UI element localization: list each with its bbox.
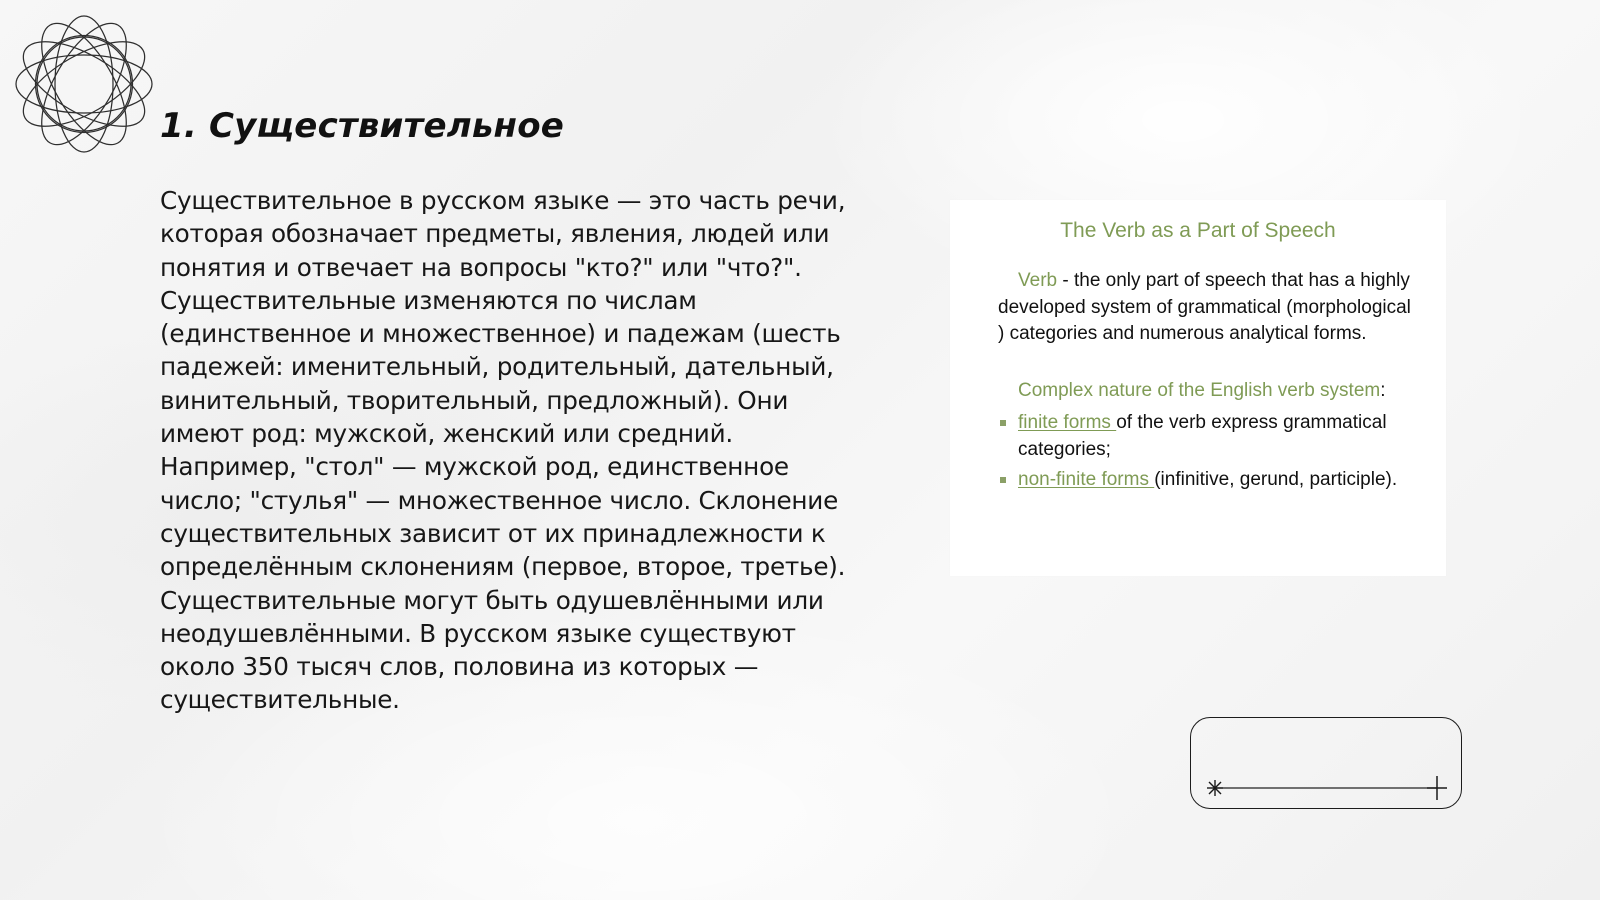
slide-title: 1. Существительное xyxy=(160,106,565,146)
verb-forms-list xyxy=(1000,410,1430,498)
plus-star-icon xyxy=(1427,776,1447,800)
complex-heading-text: Complex nature of the English verb system xyxy=(1018,380,1381,401)
verb-definition xyxy=(998,268,1418,348)
definition-term: Verb xyxy=(1018,270,1058,291)
complex-heading-colon: : xyxy=(1380,380,1386,401)
verb-card xyxy=(950,200,1446,576)
finite-forms-link[interactable]: finite forms xyxy=(1018,412,1117,433)
decorative-rounded-frame xyxy=(1190,717,1462,809)
sparkle-icon xyxy=(1207,780,1223,796)
list-item-non-finite-forms xyxy=(1000,467,1430,494)
orbital-rings-icon xyxy=(10,10,158,158)
complex-nature-heading xyxy=(1018,378,1386,404)
noun-description: Существительное в русском языке — это часть речи, которая обозначает предметы, явления, людей или понятия и отвечает на вопросы "кто?" или "что?". Существительные изменяются по числам (единственное и множественное) и падежам (шесть падежей: именительный, родительный, дательный, винительный, творительный, предложный). Они имеют род: мужской, женский или средний. Например, "стол" — мужской род, единственное число; "стулья" — множественное число. Склонение существительных зависит от их принадлежности к определённым склонениям (первое, второе, третье). Существительные могут быть одушевлёнными или неодушевлёнными. В русском языке существуют около 350 тысяч слов, половина из которых — существительные. xyxy=(160,186,846,715)
decorative-line xyxy=(1191,718,1463,810)
definition-text: - the only part of speech that has a highly developed system of grammatical (morphological ) categories and numerous analytical forms. xyxy=(998,270,1411,344)
list-item-finite-forms xyxy=(1000,410,1430,463)
non-finite-forms-text: (infinitive, gerund, participle). xyxy=(1154,469,1398,490)
square-bullet-icon xyxy=(1000,420,1006,426)
finite-forms-text: of the verb express grammatical categories; xyxy=(1018,412,1387,460)
non-finite-forms-link[interactable]: non-finite forms xyxy=(1018,469,1155,490)
square-bullet-icon xyxy=(1000,477,1006,483)
verb-card-title: The Verb as a Part of Speech xyxy=(1060,219,1336,242)
